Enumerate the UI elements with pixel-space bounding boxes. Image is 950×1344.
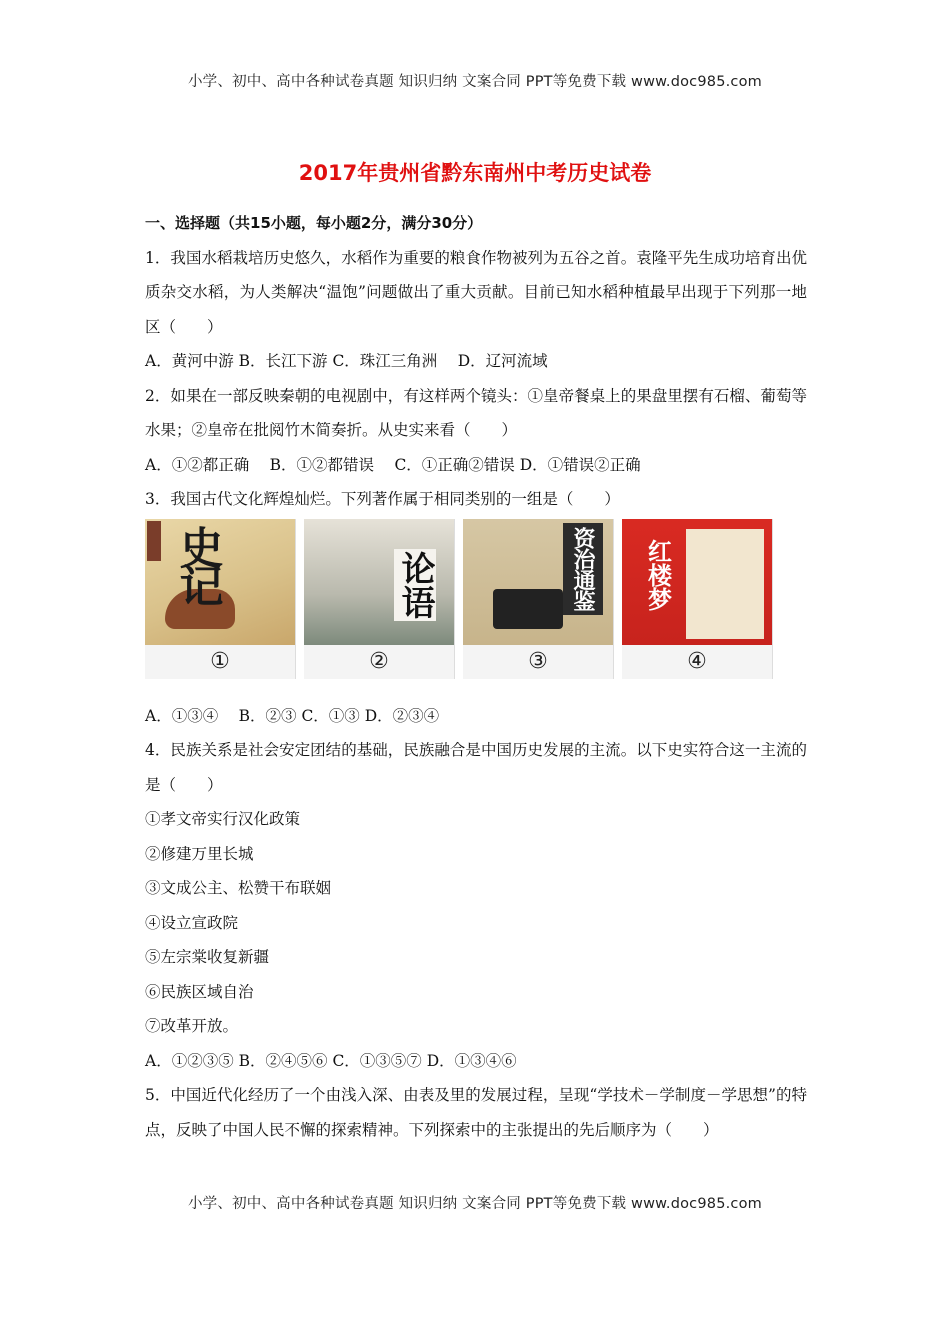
question-4: 4．民族关系是社会安定团结的基础，民族融合是中国历史发展的主流。以下史实符合这一主流的是（ ） [145, 741, 807, 794]
question-3-options: A．①③④ B．②③ C．①③ D．②③④ [145, 706, 440, 725]
book-title: 论语 [395, 550, 435, 619]
question-1-options: A．黄河中游 B．长江下游 C．珠江三角洲 D．辽河流域 [145, 352, 548, 370]
page-header: 小学、初中、高中各种试卷真题 知识归纳 文案合同 PPT等免费下载 www.doc985.com [187, 74, 763, 90]
question-4-item: ④设立宣政院 [145, 913, 239, 932]
inkstone-picture [493, 589, 563, 629]
lady-portrait-picture [686, 529, 764, 639]
book-image-hongloumeng [622, 519, 773, 679]
question-4-item: ⑦改革开放。 [145, 1017, 239, 1035]
book-label: ④ [622, 645, 772, 679]
question-3: 3．我国古代文化辉煌灿烂。下列著作属于相同类别的一组是（ ） [145, 490, 620, 508]
question-2: 2．如果在一部反映秦朝的电视剧中，有这样两个镜头：①皇帝餐桌上的果盘里摆有石榴、葡萄等水果；②皇帝在批阅竹木简奏折。从史实来看（ ） [145, 386, 807, 439]
question-1: 1．我国水稻栽培历史悠久，水稻作为重要的粮食作物被列为五谷之首。袁隆平先生成功培育出优质杂交水稻，为人类解决“温饱”问题做出了重大贡献。目前已知水稻种植最早出现于下列那一地区（ ） [145, 248, 807, 336]
book-title: 资治通鉴 [563, 523, 604, 615]
book-images [145, 519, 807, 683]
question-4-options: A．①②③⑤ B．②④⑤⑥ C．①③⑤⑦ D．①③④⑥ [145, 1051, 517, 1070]
question-4-item: ⑥民族区域自治 [145, 982, 254, 1001]
book-image-shiji [145, 519, 296, 679]
question-4-item: ⑤左宗棠收复新疆 [145, 948, 270, 966]
book-image-lunyu [304, 519, 455, 679]
question-4-item: ②修建万里长城 [145, 844, 254, 863]
question-5: 5．中国近代化经历了一个由浅入深、由表及里的发展过程，呈现“学技术－学制度－学思想”的特点，反映了中国人民不懈的探索精神。下列探索中的主张提出的先后顺序为（ ） [145, 1086, 807, 1139]
book-title: 史记 [171, 524, 223, 601]
book-title: 红楼梦 [643, 538, 673, 611]
exam-content [145, 206, 807, 1147]
book-label: ③ [463, 645, 613, 679]
question-4-item: ③文成公主、松赞干布联姻 [145, 879, 332, 897]
question-4-item: ①孝文帝实行汉化政策 [145, 810, 301, 828]
page-title: 2017年贵州省黔东南州中考历史试卷 [298, 161, 652, 185]
book-label: ② [304, 645, 454, 679]
page-footer: 小学、初中、高中各种试卷真题 知识归纳 文案合同 PPT等免费下载 www.doc985.com [187, 1196, 763, 1212]
question-2-options: A．①②都正确 B．①②都错误 C．①正确②错误 D．①错误②正确 [145, 455, 641, 474]
section-heading: 一、选择题（共15小题，每小题2分，满分30分） [145, 214, 483, 232]
book-image-zizhitongjian [463, 519, 614, 679]
book-label: ① [145, 645, 295, 679]
